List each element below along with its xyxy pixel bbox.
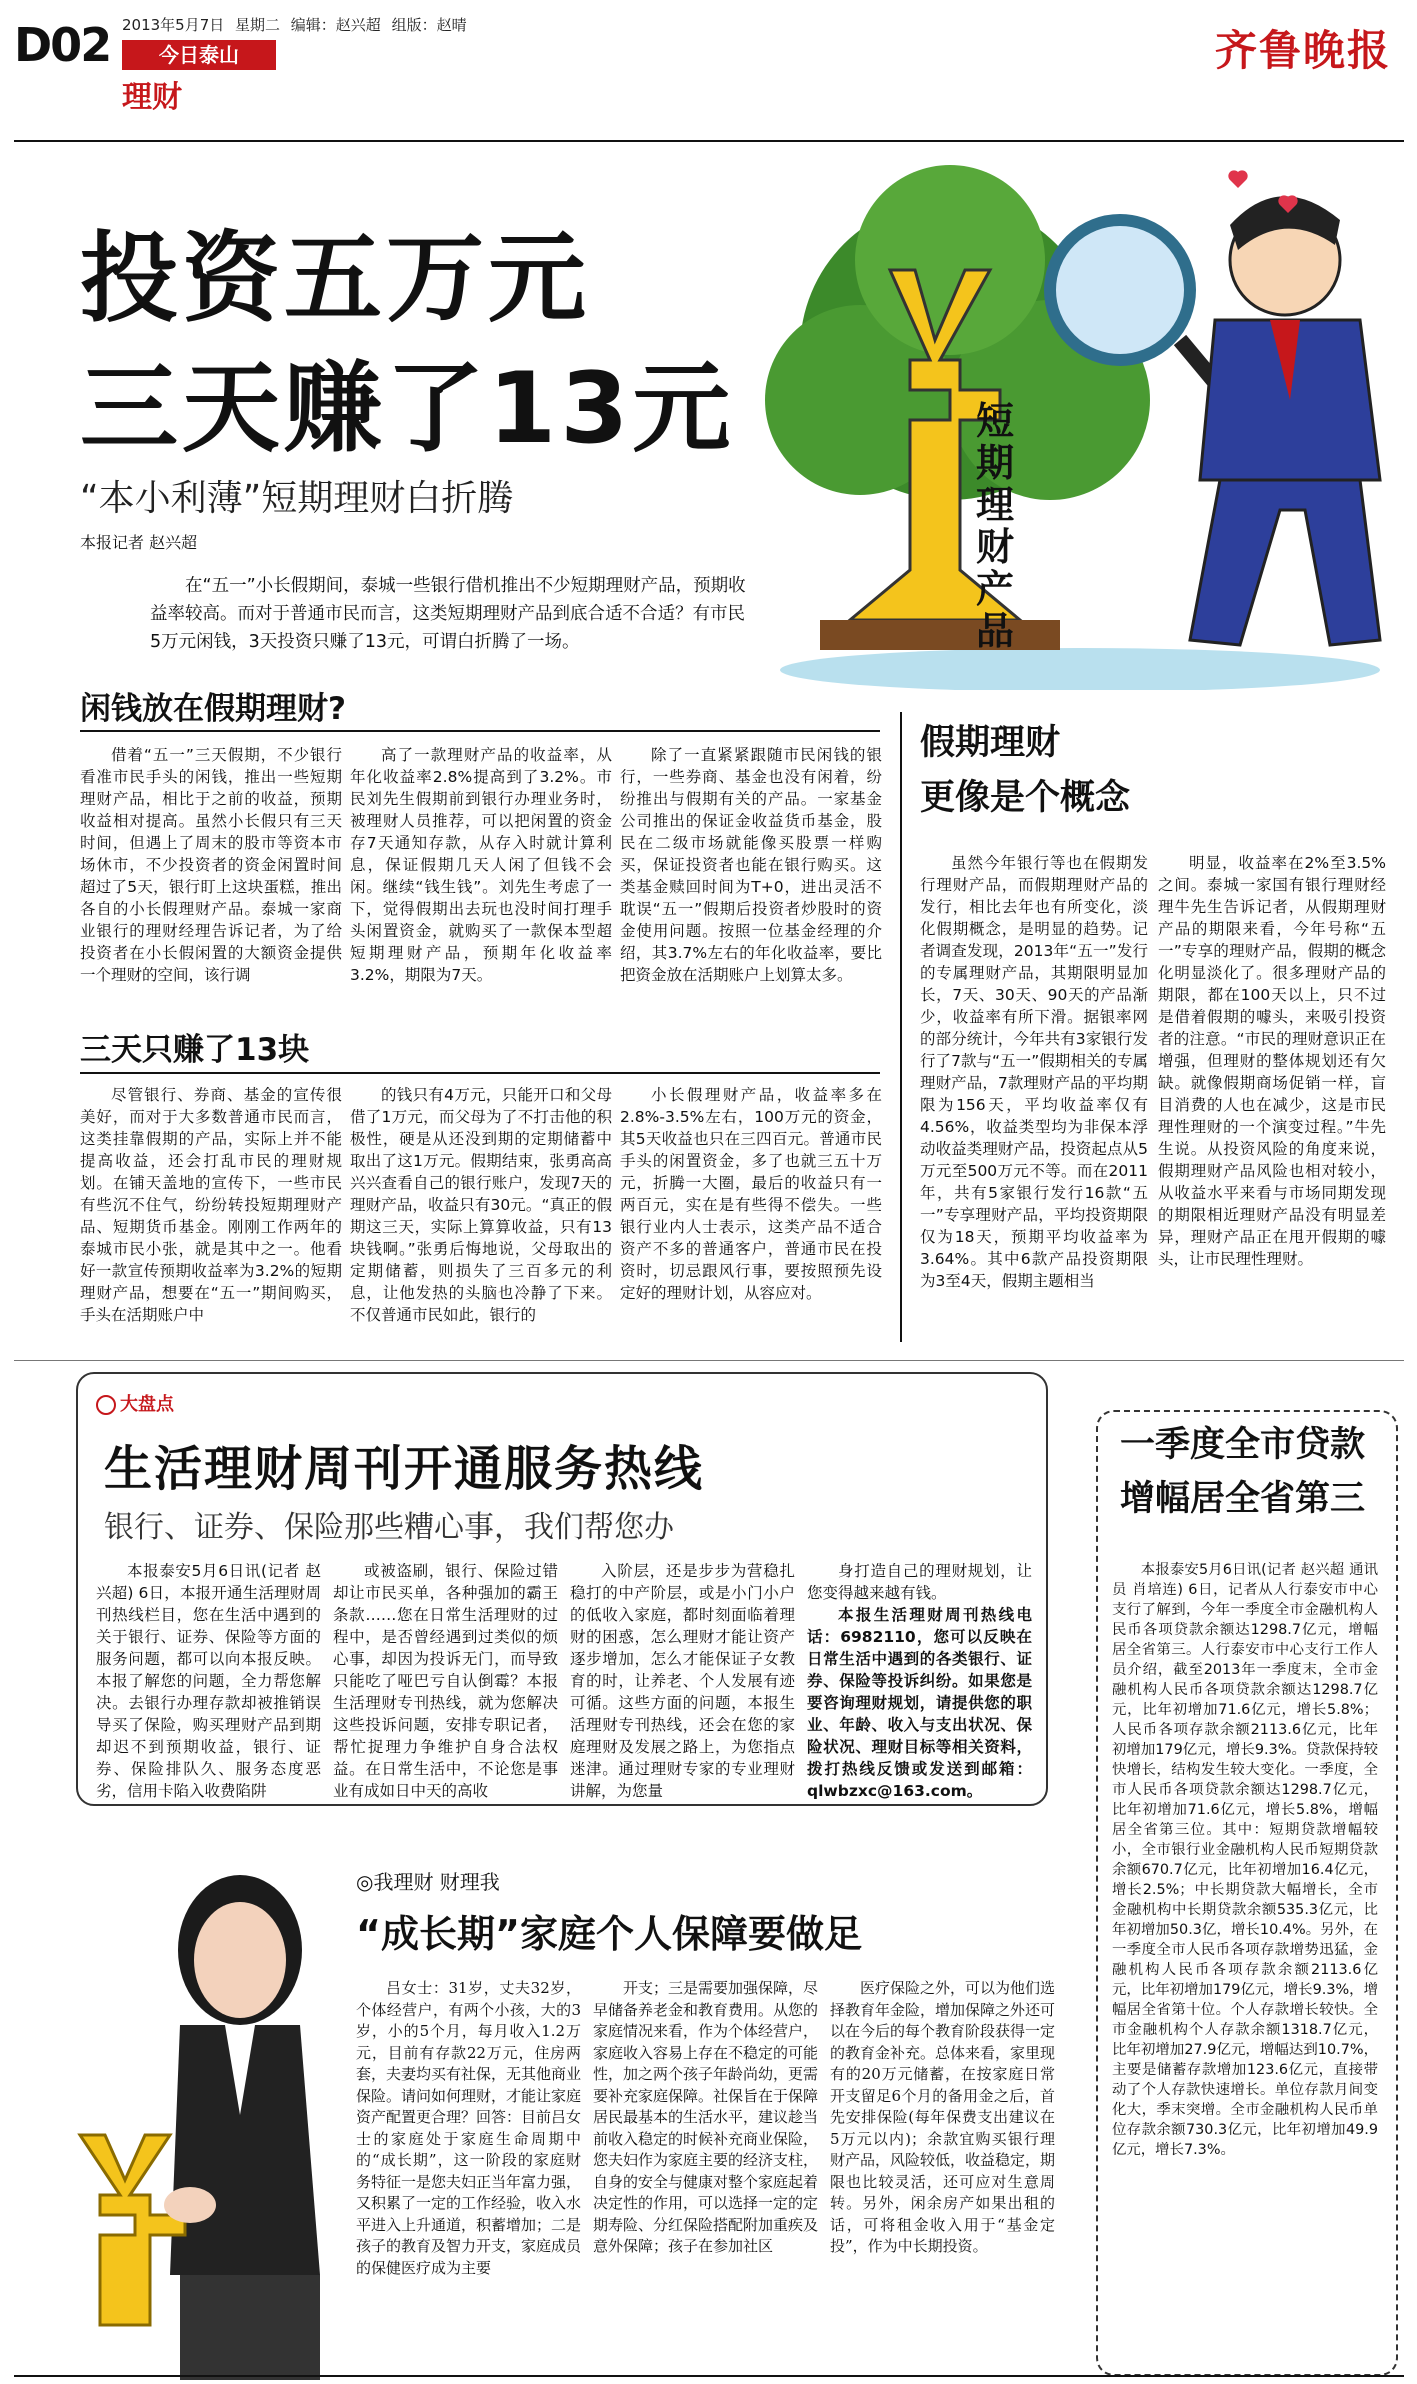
lead-paragraph: 在“五一”小长假期间，泰城一些银行借机推出不少短期理财产品，预期收益率较高。而对于普通市民而言，这类短期理财产品到底合适不合适？有市民5万元闲钱，3天投资只赚了13元，可谓白折腾了一场。 xyxy=(150,576,746,652)
bottom-rule xyxy=(14,2375,1404,2377)
illustration-label: 短期理财产品 xyxy=(975,399,1014,653)
column-col3: 医疗保险之外，可以为他们选择教育年金险，增加保障之外还可以在今后的每个教育阶段获得一定的教育金补充。总体来看，家里现有的20万元储蓄，在按家庭日常开支留足6个月的备用金之后，首先安排保险(每年保费支出建议在5万元以内)；余款宜购买银行理财产品，风险较低，收益稳定，期限也比较灵活，还可应对生意周转。另外，闲余房产如果出租的话，可将租金收入用于“基金定投”，作为中长期投资。 xyxy=(830,1979,1056,2255)
woman-holding-yuan-illustration xyxy=(40,1855,340,2380)
hotline-subtitle: 银行、证券、保险那些糟心事，我们帮您办 xyxy=(104,1510,674,1545)
section2-col3: 小长假理财产品，收益率多在2.8%-3.5%左右，100万元的资金，其5天收益也只在三四百元。普通市民手头的闲置资金，多了也就三五十万元，折腾一大圈，最后的收益只有一两百元，实在是有些得不偿失。一些银行业内人士表示，这类产品不适合资产不多的普通客户，普通市民在投资时，切忌跟风行事，要按照预先设定好的理财计划，从容应对。 xyxy=(620,1086,882,1302)
loan-body: 本报泰安5月6日讯(记者 赵兴超 通讯员 肖培连) 6日，记者从人行泰安市中心支行了解到，今年一季度全市金融机构人民币各项贷款余额达1298.7亿元，增幅居全省第三。人行泰安市中心支行工作人员介绍，截至2013年一季度末，全市金融机构人民币各项贷款余额达1298.7亿元，比年初增加71.6亿元，增长5.8%；人民币各项存款余额2113.6亿元，比年初增加179亿元，增长9.3%。贷款保持较快增长，结构发生较大变化。一季度，全市人民币各项贷款余额达1298.7亿元，比年初增加71.6亿元，增长5.8%，增幅居全省第三位。其中：短期贷款增幅较小，全市银行业金融机构人民币短期贷款余额670.7亿元，比年初增加16.4亿元，增长2.5%；中长期贷款大幅增长，全市金融机构中长期贷款余额535.3亿元，比年初增加50.3亿，增长10.4%。另外，在一季度全市人民币各项存款增势迅猛，金融机构人民币各项存款余额2113.6亿元，比年初增加179亿元，增长9.3%，增幅居全省第十位。个人存款增长较快。全市金融机构个人存款余额1318.7亿元，比年初增加27.9亿元，增幅达到10.7%，主要是储蓄存款增加123.6亿元，直接带动了个人存款快速增长。单位存款月间变化大，季末突增。全市金融机构人民币单位存款余额730.3亿元，比年初增加49.9亿元，增长7.3%。 xyxy=(1112,1562,1378,2158)
byline: 本报记者 赵兴超 xyxy=(80,533,198,552)
section2-col1: 尽管银行、券商、基金的宣传很美好，而对于大多数普通市民而言，这类挂靠假期的产品，实际上并不能提高收益，还会打乱市民的理财规划。在铺天盖地的宣传下，一些市民有些沉不住气，纷纷转投短期理财产品、短期货币基金。刚刚工作两年的泰城市民小张，就是其中之一。他看好一款宣传预期收益率为3.2%的短期理财产品，想要在“五一”期间购买，手头在活期账户中 xyxy=(80,1086,342,1324)
hotline-title: 生活理财周刊开通服务热线 xyxy=(104,1441,705,1497)
section1-col1: 借着“五一”三天假期，不少银行看准市民手头的闲钱，推出一些短期理财产品，相比于之前的收益，预期收益相对提高。虽然小长假只有三天时间，但遇上了周末的股市等资本市场休市，不少投资者的资金闲置时间超过了5天，银行盯上这块蛋糕，推出各自的小长假理财产品。泰城一家商业银行的理财经理告诉记者，为了给投资者在小长假闲置的大额资金提供一个理财的空间，该行调 xyxy=(80,746,342,984)
paper-logo: 齐鲁晚报 xyxy=(1214,26,1391,75)
section-title: 理财 xyxy=(122,80,182,115)
column-tag: ◎我理财 财理我 xyxy=(356,1870,500,1894)
section1-col3: 除了一直紧紧跟随市民闲钱的银行，一些券商、基金也没有闲着，纷纷推出与假期有关的产品。一家基金公司推出的保证金收益货币基金，股民在二级市场就能像买股票一样购买，保证投资者也能在银行购买。这类基金赎回时间为T+0，进出灵活不耽误“五一”假期后投资者炒股时的资金使用问题。按照一位基金经理的介绍，其3.7%左右的年化收益率，要比把资金放在活期账户上划算太多。 xyxy=(620,746,882,984)
loan-title-line1: 一季度全市贷款 xyxy=(1120,1425,1366,1465)
hotline-col2: 或被盗刷，银行、保险过错却让市民买单，各种强加的霸王条款……您在日常生活理财的过程中，是否曾经遇到过类似的烦心事，却因为投诉无门，而导致只能吃了哑巴亏自认倒霉？本报生活理财专刊热线，就为您解决这些投诉问题，安排专职记者，帮忙捉理力争维护自身合法权益。在日常生活中，不论您是事业有成如日中天的高收 xyxy=(333,1562,558,1800)
section-label: 今日泰山 xyxy=(122,40,276,70)
page-number: D02 xyxy=(14,18,111,72)
section2-rule xyxy=(80,1072,880,1074)
loan-title-line2: 增幅居全省第三 xyxy=(1120,1479,1366,1519)
column-title: “成长期”家庭个人保障要做足 xyxy=(356,1912,862,1956)
date-line: 2013年5月7日 星期二 编辑：赵兴超 组版：赵晴 xyxy=(122,16,467,34)
column-col1: 吕女士：31岁，丈夫32岁，个体经营户，有两个小孩，大的3岁，小的5个月，每月收入1.2万元，目前有存款22万元，住房两套，夫妻均买有社保，无其他商业保险。请问如何理财，才能让家庭资产配置更合理？回答：目前吕女士的家庭处于家庭生命周期中的“成长期”，这一阶段的家庭财务特征一是您夫妇正当年富力强，又积累了一定的工作经验，收入水平进入上升通道，积蓄增加；二是孩子的教育及智力开支，家庭成员的保健医疗成为主要 xyxy=(356,1979,582,2277)
hotline-col1: 本报泰安5月6日讯(记者 赵兴超) 6日，本报开通生活理财周刊热线栏目，您在生活中遇到的关于银行、证券、保险等方面的服务问题，都可以向本报反映。本报了解您的问题，全力帮您解决。去银行办理存款却被推销误导买了保险，购买理财产品到期却迟不到预期收益，银行、证券、保险排队久、服务态度恶劣，信用卡陷入收费陷阱 xyxy=(96,1562,321,1800)
section1-title: 闲钱放在假期理财? xyxy=(80,691,346,727)
tag-circle-icon xyxy=(96,1395,116,1415)
mid-rule xyxy=(14,1360,1404,1361)
woman-photo xyxy=(40,1855,340,2380)
hotline-tag: 大盘点 xyxy=(96,1390,174,1416)
side-title-line1: 假期理财 xyxy=(920,723,1061,763)
illustration xyxy=(760,150,1400,690)
section1-rule xyxy=(80,730,880,732)
side-title-line2: 更像是个概念 xyxy=(920,778,1131,818)
section2-col2: 的钱只有4万元，只能开口和父母借了1万元，而父母为了不打击他的积极性，硬是从还没到期的定期储蓄中取出了这1万元。假期结束，张勇高高兴兴查看自己的银行账户，发现7天的理财产品，收益只有30元。“真正的假期这三天，实际上算算收益，只有13块钱啊。”张勇后悔地说，父母取出的定期储蓄，则损失了三百多元的利息，让他发热的头脑也冷静了下来。不仅普通市民如此，银行的 xyxy=(350,1086,612,1324)
masthead-rule xyxy=(14,140,1404,142)
tree-magnifier-illustration xyxy=(760,150,1400,690)
column-col2: 开支；三是需要加强保障，尽早储备养老金和教育费用。从您的家庭情况来看，作为个体经营户，家庭收入容易上存在不稳定的可能性，加之两个孩子年龄尚幼，更需要补充家庭保障。社保旨在于保障居民最基本的生活水平，建议趁当前收入稳定的时候补充商业保险，您夫妇作为家庭主要的经济支柱，自身的安全与健康对整个家庭起着决定性的作用，可以选择一定的定期寿险、分红保险搭配附加重疾及意外保障；孩子在参加社区 xyxy=(593,1979,819,2255)
headline-line1: 投资五万元 xyxy=(80,222,591,336)
section1-col2: 高了一款理财产品的收益率，从年化收益率2.8%提高到了3.2%。市民刘先生假期前到银行办理业务时，被理财人员推荐，可以把闲置的资金存7天通知存款，从存入时就计算利息，保证假期几天人闲了但钱不会闲。继续“钱生钱”。刘先生考虑了一下，觉得假期出去玩也没时间打理手头闲置资金，就购买了一款保本型超短期理财产品，预期年化收益率3.2%，期限为7天。 xyxy=(350,746,612,984)
section2-title: 三天只赚了13块 xyxy=(80,1032,310,1068)
side-col1: 虽然今年银行等也在假期发行理财产品，而假期理财产品的发行，相比去年也有所变化，淡化假期概念，是明显的趋势。记者调查发现，2013年“五一”发行的专属理财产品，其期限明显加长，7天、30天、90天的产品渐少，收益率有所下滑。据银率网的部分统计，今年共有3家银行发行了7款与“五一”假期相关的专属理财产品，7款理财产品的平均期限为156天，平均收益率仅有4.56%，收益类型均为非保本浮动收益类理财产品，投资起点从5万元至500万元不等。而在2011年，共有5家银行发行16款“五一”专享理财产品，平均投资期限仅为18天，预期平均收益率为3.64%。其中6款产品投资期限为3至4天，假期主题相当 xyxy=(920,854,1148,1290)
hotline-col4: 身打造自己的理财规划，让您变得越来越有钱。 本报生活理财周刊热线电话：6982110，您可以反映在日常生活中遇到的各类银行、证券、保险等投诉纠纷。如果您是要咨询理财规划，请提供您的职业、年龄、收入与支出状况、保险状况、理财目标等相关资料，拨打热线反馈或发送到邮箱：qlwbzxc@163.com。 xyxy=(807,1562,1032,1800)
hotline-col3: 入阶层，还是步步为营稳扎稳打的中产阶层，或是小门小户的低收入家庭，都时刻面临着理财的困惑，怎么理财才能让资产逐步增加，怎么才能保证子女教育的时，让养老、个人发展有迹可循。这些方面的问题，本报生活理财专刊热线，还会在您的家庭理财及发展之路上，为您指点迷津。通过理财专家的专业理财讲解，为您量 xyxy=(570,1562,795,1800)
headline-subtitle: “本小利薄”短期理财白折腾 xyxy=(80,478,514,519)
side-col2: 明显，收益率在2%至3.5%之间。泰城一家国有银行理财经理牛先生告诉记者，从假期理财产品的期限来看，今年号称“五一”专享的理财产品，假期的概念化明显淡化了。很多理财产品的期限，都在100天以上，只不过是借着假期的噱头，来吸引投资者的注意。“市民的理财意识正在增强，但理财的整体规划还有欠缺。就像假期商场促销一样，盲目消费的人也在减少，这是市民理性理财的一个演变过程。”牛先生说。从投资风险的角度来说，假期理财产品风险也相对较小，从收益水平来看与市场同期发现的期限相近理财产品没有明显差异，理财产品正在甩开假期的噱头，让市民理性理财。 xyxy=(1158,854,1386,1268)
headline-line2: 三天赚了13元 xyxy=(80,352,735,466)
side-divider xyxy=(900,712,902,1342)
